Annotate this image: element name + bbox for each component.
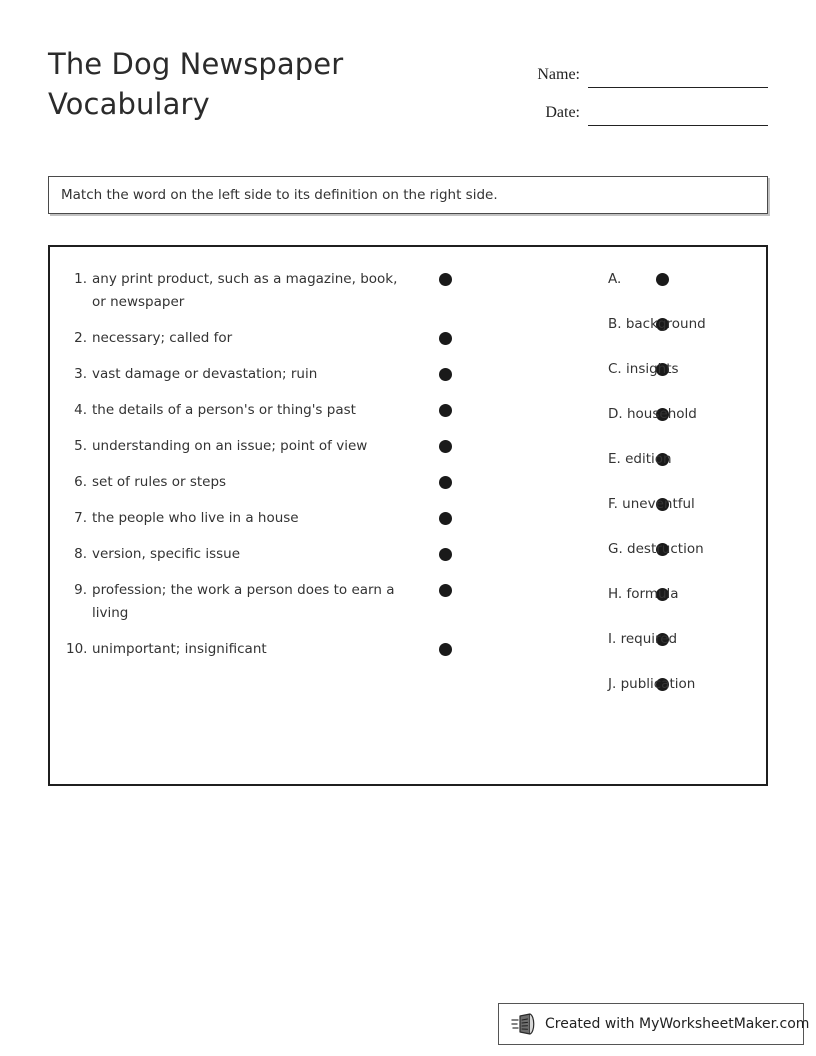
- definition-number: 2.: [74, 330, 87, 346]
- definition-text: vast damage or devastation; ruin: [92, 366, 318, 382]
- word-text: J. publication: [608, 676, 696, 692]
- definition-item: [66, 363, 406, 386]
- definition-item: [66, 435, 406, 458]
- definition-list: [66, 268, 406, 674]
- matching-exercise-box: [48, 245, 768, 786]
- definition-text: the details of a person's or thing's past: [92, 402, 356, 418]
- word-item: [608, 583, 758, 606]
- definition-item: [66, 543, 406, 566]
- match-dot[interactable]: [439, 332, 452, 345]
- matching-columns: [50, 247, 766, 784]
- definition-dot-slot[interactable]: [439, 548, 452, 561]
- definition-dot-slot[interactable]: [439, 643, 452, 656]
- definition-item: [66, 507, 406, 530]
- word-item: [608, 403, 758, 426]
- word-text: B. background: [608, 316, 706, 332]
- definition-number: 10.: [66, 641, 88, 657]
- word-item: [608, 448, 758, 471]
- definition-text: set of rules or steps: [92, 474, 227, 490]
- definition-text: necessary; called for: [92, 330, 233, 346]
- date-label: Date:: [545, 104, 580, 121]
- definition-dot-slot[interactable]: [439, 332, 452, 345]
- definition-item: [66, 638, 406, 661]
- definition-item: [66, 399, 406, 422]
- match-dot[interactable]: [439, 548, 452, 561]
- definition-dot-slot[interactable]: [439, 273, 452, 286]
- definition-item: [66, 327, 406, 350]
- match-dot[interactable]: [439, 404, 452, 417]
- match-dot[interactable]: [439, 512, 452, 525]
- word-item: [608, 268, 758, 291]
- instruction-text: Match the word on the left side to its definition on the right side.: [61, 187, 498, 203]
- definition-number: 5.: [74, 438, 87, 454]
- word-text: D. household: [608, 406, 697, 422]
- definition-dot-slot[interactable]: [439, 440, 452, 453]
- brand-badge[interactable]: [498, 1003, 810, 1045]
- word-text: E. edition: [608, 451, 672, 467]
- date-row: [488, 88, 768, 126]
- name-input-line[interactable]: [588, 67, 768, 88]
- definition-number: 6.: [74, 474, 87, 490]
- word-text: I. required: [608, 631, 678, 647]
- definition-number: 4.: [74, 402, 87, 418]
- definition-number: 3.: [74, 366, 87, 382]
- match-dot[interactable]: [439, 584, 452, 597]
- name-label: Name:: [537, 66, 580, 83]
- match-dot[interactable]: [439, 368, 452, 381]
- word-text: G. destruction: [608, 541, 704, 557]
- definition-number: 9.: [74, 582, 87, 598]
- definition-dot-slot[interactable]: [439, 512, 452, 525]
- word-item: [608, 493, 758, 516]
- match-dot[interactable]: [439, 440, 452, 453]
- definition-number: 8.: [74, 546, 87, 562]
- word-item: [608, 358, 758, 381]
- definition-dot-slot[interactable]: [439, 584, 452, 597]
- brand-text: Created with MyWorksheetMaker.com: [545, 1016, 810, 1032]
- word-text: A.: [608, 271, 622, 287]
- definition-text: version, specific issue: [92, 546, 241, 562]
- word-text: H. formula: [608, 586, 679, 602]
- date-input-line[interactable]: [588, 105, 768, 126]
- word-text: C. insights: [608, 361, 679, 377]
- definition-number: 7.: [74, 510, 87, 526]
- word-item: [608, 628, 758, 651]
- definition-dot-slot[interactable]: [439, 404, 452, 417]
- definition-text: the people who live in a house: [92, 510, 299, 526]
- definition-dot-slot[interactable]: [439, 476, 452, 489]
- definition-number: 1.: [74, 271, 87, 287]
- newspaper-logo-icon: [511, 1012, 539, 1036]
- definition-text: understanding on an issue; point of view: [92, 438, 368, 454]
- word-item: [608, 313, 758, 336]
- definition-item: [66, 268, 406, 314]
- word-item: [608, 673, 758, 696]
- definition-text: any print product, such as a magazine, book, or newspaper: [92, 271, 398, 310]
- name-row: [488, 50, 768, 88]
- instruction-box: [48, 176, 768, 214]
- worksheet-header: [48, 44, 768, 144]
- definition-text: profession; the work a person does to earn a living: [92, 582, 395, 621]
- match-dot[interactable]: [439, 643, 452, 656]
- name-date-block: [488, 50, 768, 126]
- definition-item: [66, 579, 406, 625]
- match-dot[interactable]: [439, 476, 452, 489]
- word-text: F. uneventful: [608, 496, 695, 512]
- word-item: [608, 538, 758, 561]
- definition-text: unimportant; insignificant: [92, 641, 267, 657]
- page-title: The Dog Newspaper Vocabulary: [48, 47, 344, 121]
- word-list: [608, 268, 758, 718]
- definition-item: [66, 471, 406, 494]
- match-dot[interactable]: [439, 273, 452, 286]
- definition-dot-slot[interactable]: [439, 368, 452, 381]
